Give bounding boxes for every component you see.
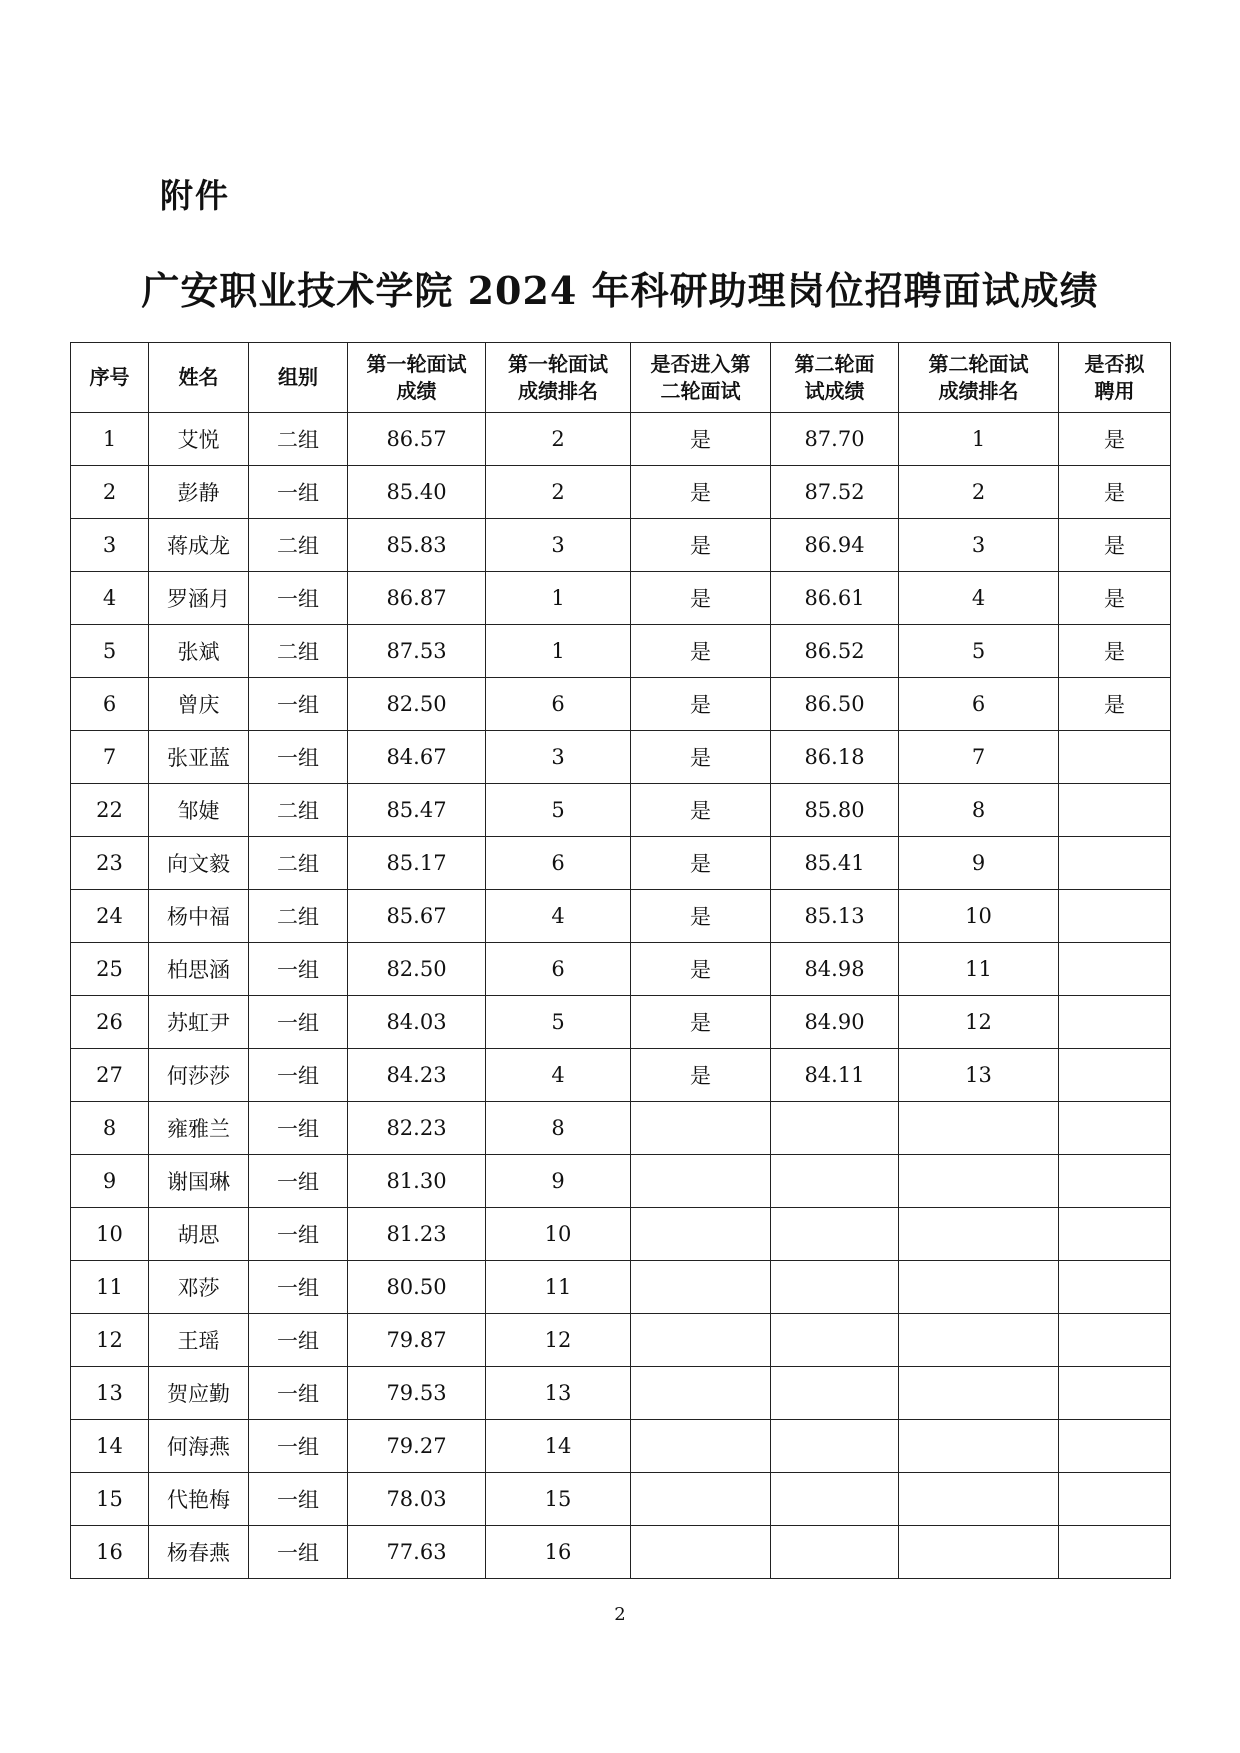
cell-proposed-hire — [1059, 1155, 1171, 1208]
cell-advanced-round2 — [631, 1420, 771, 1473]
cell-round1-score: 78.03 — [348, 1473, 486, 1526]
cell-round2-rank: 4 — [899, 572, 1059, 625]
cell-name: 杨春燕 — [149, 1526, 249, 1579]
cell-round2-rank — [899, 1261, 1059, 1314]
cell-round1-score: 85.67 — [348, 890, 486, 943]
header-line: 第二轮面试 — [928, 351, 1029, 376]
header-line: 成绩排名 — [518, 378, 598, 403]
cell-round2-rank: 7 — [899, 731, 1059, 784]
cell-round2-score: 84.90 — [771, 996, 899, 1049]
cell-serial-number: 10 — [71, 1208, 149, 1261]
cell-group: 一组 — [249, 1208, 348, 1261]
header-line: 成绩 — [396, 378, 437, 403]
cell-round2-score — [771, 1261, 899, 1314]
cell-proposed-hire — [1059, 1526, 1171, 1579]
cell-group: 二组 — [249, 625, 348, 678]
cell-round2-rank: 3 — [899, 519, 1059, 572]
cell-serial-number: 14 — [71, 1420, 149, 1473]
cell-round1-score: 85.83 — [348, 519, 486, 572]
header-row — [71, 343, 1171, 413]
header-round1-rank — [486, 343, 631, 413]
cell-group: 一组 — [249, 1261, 348, 1314]
table-row — [71, 1049, 1171, 1102]
cell-round1-rank: 9 — [486, 1155, 631, 1208]
cell-round1-score: 85.40 — [348, 466, 486, 519]
cell-round1-score: 84.67 — [348, 731, 486, 784]
cell-round1-score: 85.17 — [348, 837, 486, 890]
cell-advanced-round2 — [631, 1261, 771, 1314]
cell-group: 一组 — [249, 996, 348, 1049]
cell-round1-score: 80.50 — [348, 1261, 486, 1314]
cell-proposed-hire — [1059, 1208, 1171, 1261]
cell-round1-rank: 6 — [486, 678, 631, 731]
cell-name: 谢国琳 — [149, 1155, 249, 1208]
cell-proposed-hire: 是 — [1059, 519, 1171, 572]
cell-round2-score: 87.52 — [771, 466, 899, 519]
cell-round2-score: 84.11 — [771, 1049, 899, 1102]
cell-advanced-round2: 是 — [631, 678, 771, 731]
cell-round2-score: 87.70 — [771, 413, 899, 466]
cell-group: 一组 — [249, 1155, 348, 1208]
cell-round2-rank: 5 — [899, 625, 1059, 678]
cell-round2-score — [771, 1526, 899, 1579]
header-line: 试成绩 — [804, 378, 865, 403]
cell-round2-rank — [899, 1208, 1059, 1261]
cell-serial-number: 22 — [71, 784, 149, 837]
cell-advanced-round2: 是 — [631, 466, 771, 519]
cell-round1-score: 84.03 — [348, 996, 486, 1049]
cell-proposed-hire — [1059, 1102, 1171, 1155]
table-row — [71, 784, 1171, 837]
cell-proposed-hire: 是 — [1059, 466, 1171, 519]
cell-round1-score: 79.27 — [348, 1420, 486, 1473]
cell-round1-score: 84.23 — [348, 1049, 486, 1102]
cell-serial-number: 1 — [71, 413, 149, 466]
header-round1-score — [348, 343, 486, 413]
cell-group: 二组 — [249, 413, 348, 466]
cell-serial-number: 16 — [71, 1526, 149, 1579]
table-row — [71, 943, 1171, 996]
cell-name: 向文毅 — [149, 837, 249, 890]
cell-group: 二组 — [249, 519, 348, 572]
cell-round2-score — [771, 1367, 899, 1420]
table-row — [71, 1155, 1171, 1208]
cell-round1-rank: 3 — [486, 731, 631, 784]
cell-round2-rank — [899, 1102, 1059, 1155]
cell-name: 罗涵月 — [149, 572, 249, 625]
cell-name: 雍雅兰 — [149, 1102, 249, 1155]
cell-name: 彭静 — [149, 466, 249, 519]
header-line: 第一轮面试 — [508, 351, 608, 376]
cell-round2-score: 85.80 — [771, 784, 899, 837]
cell-serial-number: 24 — [71, 890, 149, 943]
cell-round2-rank: 2 — [899, 466, 1059, 519]
cell-name: 胡思 — [149, 1208, 249, 1261]
cell-advanced-round2: 是 — [631, 943, 771, 996]
cell-serial-number: 26 — [71, 996, 149, 1049]
cell-round1-rank: 3 — [486, 519, 631, 572]
cell-group: 一组 — [249, 1420, 348, 1473]
table-row — [71, 413, 1171, 466]
table-row — [71, 678, 1171, 731]
cell-name: 苏虹尹 — [149, 996, 249, 1049]
cell-advanced-round2 — [631, 1208, 771, 1261]
cell-round1-score: 85.47 — [348, 784, 486, 837]
header-line: 是否进入第 — [650, 351, 751, 376]
cell-round2-rank: 11 — [899, 943, 1059, 996]
header-line: 序号 — [89, 365, 130, 389]
cell-name: 张斌 — [149, 625, 249, 678]
table-row — [71, 1367, 1171, 1420]
cell-group: 一组 — [249, 943, 348, 996]
cell-advanced-round2 — [631, 1314, 771, 1367]
cell-round2-score: 86.61 — [771, 572, 899, 625]
cell-group: 二组 — [249, 837, 348, 890]
cell-advanced-round2: 是 — [631, 996, 771, 1049]
cell-round1-rank: 6 — [486, 943, 631, 996]
cell-serial-number: 9 — [71, 1155, 149, 1208]
cell-round2-score: 85.41 — [771, 837, 899, 890]
cell-advanced-round2 — [631, 1102, 771, 1155]
cell-round2-rank — [899, 1473, 1059, 1526]
cell-proposed-hire — [1059, 731, 1171, 784]
cell-round2-rank — [899, 1367, 1059, 1420]
cell-round2-rank: 8 — [899, 784, 1059, 837]
cell-proposed-hire — [1059, 890, 1171, 943]
cell-round2-score: 85.13 — [771, 890, 899, 943]
cell-round1-rank: 5 — [486, 784, 631, 837]
table-row — [71, 466, 1171, 519]
table-row — [71, 1526, 1171, 1579]
cell-serial-number: 3 — [71, 519, 149, 572]
header-line: 成绩排名 — [938, 378, 1019, 403]
cell-name: 贺应勤 — [149, 1367, 249, 1420]
cell-round2-score: 86.18 — [771, 731, 899, 784]
table-row — [71, 1473, 1171, 1526]
cell-round1-rank: 15 — [486, 1473, 631, 1526]
cell-advanced-round2 — [631, 1367, 771, 1420]
results-table — [70, 342, 1171, 1579]
cell-proposed-hire: 是 — [1059, 572, 1171, 625]
cell-round1-rank: 2 — [486, 466, 631, 519]
cell-round1-rank: 14 — [486, 1420, 631, 1473]
cell-round2-rank: 1 — [899, 413, 1059, 466]
table-row — [71, 996, 1171, 1049]
cell-proposed-hire — [1059, 1261, 1171, 1314]
cell-group: 一组 — [249, 1102, 348, 1155]
cell-proposed-hire — [1059, 1049, 1171, 1102]
cell-proposed-hire — [1059, 837, 1171, 890]
cell-name: 艾悦 — [149, 413, 249, 466]
header-round2-rank — [899, 343, 1059, 413]
cell-round2-rank: 12 — [899, 996, 1059, 1049]
cell-group: 一组 — [249, 466, 348, 519]
cell-round1-rank: 1 — [486, 625, 631, 678]
cell-group: 一组 — [249, 1049, 348, 1102]
cell-round1-rank: 11 — [486, 1261, 631, 1314]
cell-round1-rank: 10 — [486, 1208, 631, 1261]
cell-round1-score: 86.57 — [348, 413, 486, 466]
cell-name: 代艳梅 — [149, 1473, 249, 1526]
cell-advanced-round2: 是 — [631, 572, 771, 625]
cell-round1-score: 87.53 — [348, 625, 486, 678]
cell-round1-rank: 5 — [486, 996, 631, 1049]
table-row — [71, 625, 1171, 678]
cell-advanced-round2: 是 — [631, 1049, 771, 1102]
cell-round1-score: 79.53 — [348, 1367, 486, 1420]
cell-advanced-round2 — [631, 1473, 771, 1526]
header-line: 第二轮面 — [794, 351, 875, 376]
header-line: 姓名 — [178, 365, 219, 389]
cell-proposed-hire — [1059, 1314, 1171, 1367]
cell-advanced-round2: 是 — [631, 625, 771, 678]
table-row — [71, 1208, 1171, 1261]
cell-name: 邹婕 — [149, 784, 249, 837]
cell-round1-rank: 13 — [486, 1367, 631, 1420]
cell-round1-rank: 4 — [486, 890, 631, 943]
cell-round1-rank: 2 — [486, 413, 631, 466]
cell-group: 一组 — [249, 731, 348, 784]
cell-proposed-hire — [1059, 1367, 1171, 1420]
table-row — [71, 837, 1171, 890]
cell-round1-rank: 1 — [486, 572, 631, 625]
header-round2-score — [771, 343, 899, 413]
table-row — [71, 1102, 1171, 1155]
cell-serial-number: 5 — [71, 625, 149, 678]
cell-advanced-round2 — [631, 1155, 771, 1208]
table-row — [71, 890, 1171, 943]
cell-proposed-hire: 是 — [1059, 413, 1171, 466]
cell-name: 杨中福 — [149, 890, 249, 943]
header-advanced-round2 — [631, 343, 771, 413]
cell-serial-number: 12 — [71, 1314, 149, 1367]
cell-name: 曾庆 — [149, 678, 249, 731]
attachment-label: 附件 — [160, 176, 230, 215]
cell-advanced-round2: 是 — [631, 890, 771, 943]
cell-round1-score: 86.87 — [348, 572, 486, 625]
cell-advanced-round2: 是 — [631, 519, 771, 572]
cell-proposed-hire — [1059, 996, 1171, 1049]
cell-group: 一组 — [249, 1314, 348, 1367]
table-row — [71, 731, 1171, 784]
cell-round1-score: 81.30 — [348, 1155, 486, 1208]
cell-round1-rank: 16 — [486, 1526, 631, 1579]
cell-proposed-hire — [1059, 943, 1171, 996]
cell-proposed-hire — [1059, 784, 1171, 837]
header-line: 第一轮面试 — [366, 351, 467, 376]
cell-group: 一组 — [249, 1473, 348, 1526]
page-title: 广安职业技术学院 2024 年科研助理岗位招聘面试成绩 — [141, 268, 1099, 313]
cell-serial-number: 15 — [71, 1473, 149, 1526]
header-line: 聘用 — [1094, 378, 1135, 403]
table-row — [71, 1261, 1171, 1314]
cell-proposed-hire — [1059, 1473, 1171, 1526]
cell-proposed-hire: 是 — [1059, 678, 1171, 731]
cell-group: 一组 — [249, 1367, 348, 1420]
cell-advanced-round2: 是 — [631, 413, 771, 466]
cell-round1-score: 79.87 — [348, 1314, 486, 1367]
table-header — [71, 343, 1171, 413]
cell-serial-number: 23 — [71, 837, 149, 890]
cell-serial-number: 7 — [71, 731, 149, 784]
cell-group: 二组 — [249, 890, 348, 943]
cell-round2-rank: 10 — [899, 890, 1059, 943]
cell-advanced-round2: 是 — [631, 731, 771, 784]
header-name — [149, 343, 249, 413]
cell-group: 二组 — [249, 784, 348, 837]
cell-round1-score: 82.23 — [348, 1102, 486, 1155]
cell-name: 邓莎 — [149, 1261, 249, 1314]
cell-serial-number: 8 — [71, 1102, 149, 1155]
cell-serial-number: 6 — [71, 678, 149, 731]
page-number: 2 — [614, 1604, 626, 1625]
cell-round1-rank: 8 — [486, 1102, 631, 1155]
cell-round2-rank — [899, 1314, 1059, 1367]
cell-name: 何海燕 — [149, 1420, 249, 1473]
cell-round2-score: 86.50 — [771, 678, 899, 731]
cell-round2-score: 86.94 — [771, 519, 899, 572]
table-row — [71, 572, 1171, 625]
cell-serial-number: 13 — [71, 1367, 149, 1420]
cell-round2-score — [771, 1155, 899, 1208]
cell-serial-number: 27 — [71, 1049, 149, 1102]
header-line: 组别 — [278, 365, 318, 389]
cell-round2-score — [771, 1473, 899, 1526]
cell-group: 一组 — [249, 572, 348, 625]
cell-round1-rank: 4 — [486, 1049, 631, 1102]
cell-serial-number: 25 — [71, 943, 149, 996]
cell-name: 柏思涵 — [149, 943, 249, 996]
cell-serial-number: 11 — [71, 1261, 149, 1314]
header-serial-number — [71, 343, 149, 413]
cell-name: 张亚蓝 — [149, 731, 249, 784]
cell-round2-rank: 13 — [899, 1049, 1059, 1102]
table-row — [71, 1314, 1171, 1367]
cell-proposed-hire: 是 — [1059, 625, 1171, 678]
cell-name: 王瑶 — [149, 1314, 249, 1367]
table-row — [71, 519, 1171, 572]
cell-round1-rank: 6 — [486, 837, 631, 890]
cell-round2-rank: 9 — [899, 837, 1059, 890]
header-proposed-hire — [1059, 343, 1171, 413]
cell-name: 何莎莎 — [149, 1049, 249, 1102]
cell-serial-number: 4 — [71, 572, 149, 625]
header-line: 是否拟 — [1084, 351, 1145, 376]
cell-round2-score: 84.98 — [771, 943, 899, 996]
cell-name: 蒋成龙 — [149, 519, 249, 572]
cell-round2-score: 86.52 — [771, 625, 899, 678]
cell-advanced-round2 — [631, 1526, 771, 1579]
cell-round1-score: 82.50 — [348, 678, 486, 731]
cell-round1-score: 82.50 — [348, 943, 486, 996]
cell-group: 一组 — [249, 678, 348, 731]
cell-round2-rank — [899, 1526, 1059, 1579]
cell-round2-rank: 6 — [899, 678, 1059, 731]
cell-round2-rank — [899, 1420, 1059, 1473]
header-group — [249, 343, 348, 413]
cell-round1-score: 77.63 — [348, 1526, 486, 1579]
cell-round2-score — [771, 1420, 899, 1473]
cell-round1-score: 81.23 — [348, 1208, 486, 1261]
cell-group: 一组 — [249, 1526, 348, 1579]
header-line: 二轮面试 — [660, 378, 741, 403]
cell-round2-score — [771, 1102, 899, 1155]
cell-round2-score — [771, 1314, 899, 1367]
cell-advanced-round2: 是 — [631, 784, 771, 837]
table-row — [71, 1420, 1171, 1473]
cell-round2-rank — [899, 1155, 1059, 1208]
cell-proposed-hire — [1059, 1420, 1171, 1473]
cell-advanced-round2: 是 — [631, 837, 771, 890]
cell-serial-number: 2 — [71, 466, 149, 519]
cell-round2-score — [771, 1208, 899, 1261]
table-body — [71, 413, 1171, 1579]
cell-round1-rank: 12 — [486, 1314, 631, 1367]
